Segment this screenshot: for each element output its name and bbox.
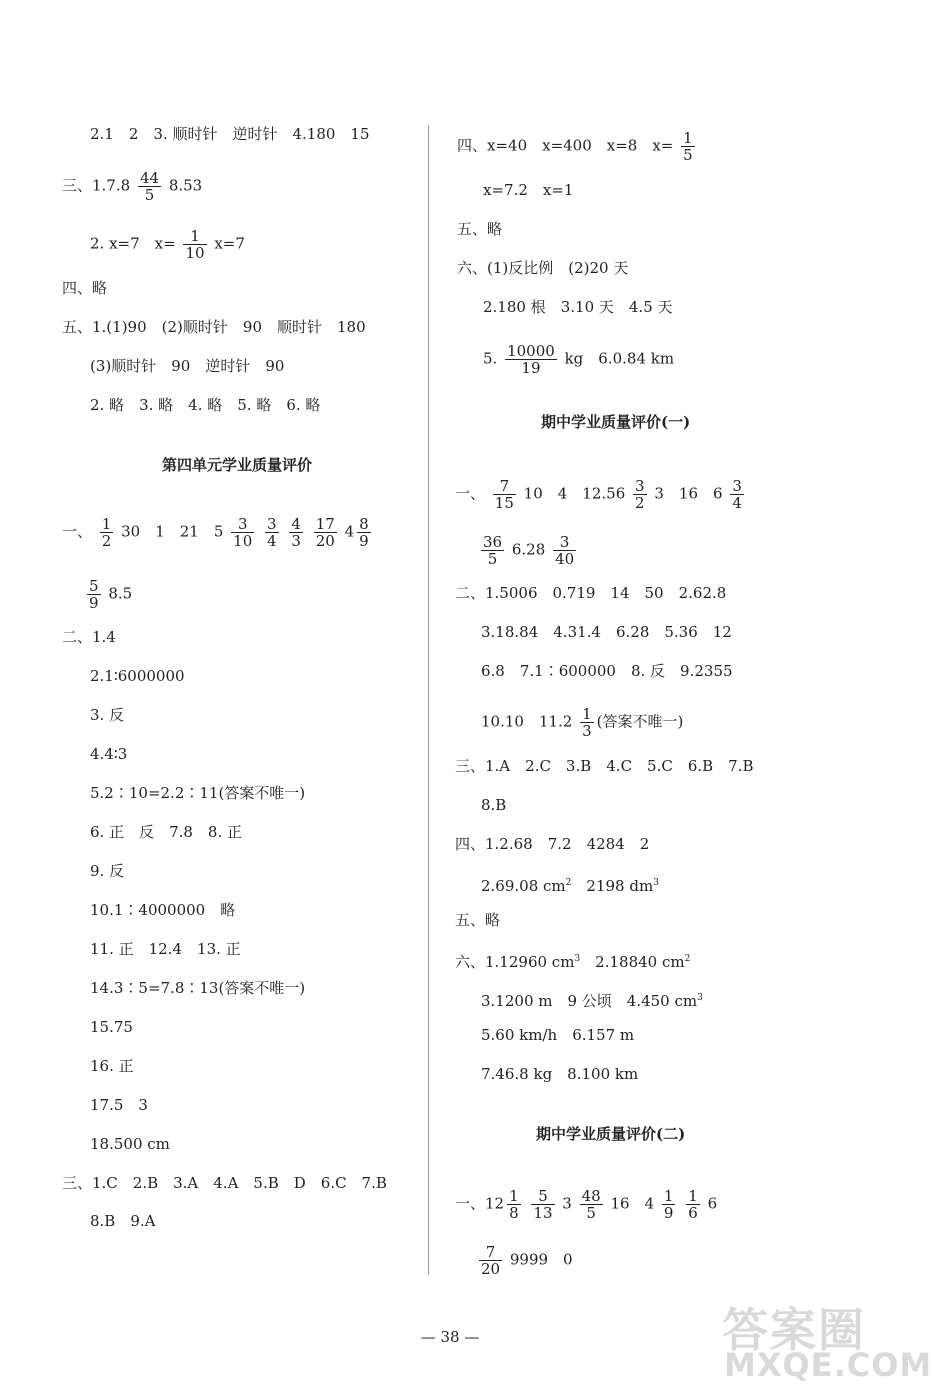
answer-line: 二、1.5006 0.719 14 50 2.62.8 <box>455 584 727 602</box>
column-divider <box>428 125 429 1275</box>
answer-line: x=7.2 x=1 <box>483 181 574 199</box>
watermark-logo: 答案圈 MXQE.COM <box>722 1303 932 1384</box>
answer-line: 3.18.84 4.31.4 6.28 5.36 12 <box>481 623 732 641</box>
fraction: $\frac{3}{40}$ <box>555 533 575 568</box>
answer-line: 一、 $\frac{7}{15}$ 10 4 12.56 $\frac{3}{2}$ 3 16 6 $\frac{3}{4}$ <box>455 477 742 512</box>
answer-line: 3.1200 m 9 公顷 4.450 $cm^3$ <box>481 992 703 1010</box>
section-heading: 第四单元学业质量评价 <box>162 456 313 474</box>
answer-line: $\frac{7}{20}$ 9999 0 <box>481 1243 573 1278</box>
answer-line: 2.69.08 $cm^2$ 2198 $dm^3$ <box>481 877 659 895</box>
answer-line: 2.180 根 3.10 天 4.5 天 <box>483 298 673 316</box>
answer-line: 三、1.7.8 $\frac{44}{5}$ 8.53 <box>62 169 203 204</box>
fraction: $\frac{17}{20}$ <box>315 515 335 550</box>
answer-line: 一、 $\frac{1}{2}$ 30 1 21 5 $\frac{3}{10}$ $\frac{3}{4}$ $\frac{4}{3}$ $\frac{17}{20}$ 4 $\frac{8}{9}$ <box>62 515 369 550</box>
page-number: — 38 — <box>420 1328 480 1346</box>
fraction: $\frac{3}{4}$ <box>732 477 742 512</box>
fraction: $\frac{1}{2}$ <box>101 515 112 550</box>
answer-line: 一、12 $\frac{1}{8}$ $\frac{5}{13}$ 3 $\frac{48}{5}$ 16 4 $\frac{1}{9}$ $\frac{1}{6}$ 6 <box>455 1187 718 1222</box>
fraction: $\frac{44}{5}$ <box>139 169 160 204</box>
answer-line: 15.75 <box>90 1018 133 1036</box>
answer-line: 9. 反 <box>90 862 125 880</box>
fraction: $\frac{3}{10}$ <box>233 515 253 550</box>
answer-line: 11. 正 12.4 13. 正 <box>90 940 241 958</box>
fraction: $\frac{7}{20}$ <box>481 1243 501 1278</box>
answer-line: 四、略 <box>62 279 108 297</box>
answer-line: $\frac{36}{5}$ 6.28 $\frac{3}{40}$ <box>483 533 575 568</box>
fraction: $\frac{36}{5}$ <box>483 533 503 568</box>
fraction: $\frac{1}{8}$ <box>509 1187 519 1222</box>
answer-line: 六、1.12960 $cm^3$ 2.18840 $cm^2$ <box>455 953 691 971</box>
answer-line: 10.1∶4000000 略 <box>90 901 236 919</box>
answer-line: 2.1∶6000000 <box>90 667 185 685</box>
fraction: $\frac{1}{10}$ <box>185 227 205 262</box>
answer-line: 4.4∶3 <box>90 745 128 763</box>
answer-line: 三、1.C 2.B 3.A 4.A 5.B D 6.C 7.B <box>62 1174 387 1192</box>
answer-line: $\frac{5}{9}$ 8.5 <box>89 577 133 612</box>
answer-line: 10.10 11.2 $\frac{1}{3}$ (答案不唯一) <box>481 705 684 740</box>
answer-line: 5.60 km/h 6.157 m <box>481 1026 635 1044</box>
fraction: $\frac{5}{13}$ <box>533 1187 553 1222</box>
answer-line: 7.46.8 kg 8.100 km <box>481 1065 639 1083</box>
answer-line: 6. 正 反 7.8 8. 正 <box>90 823 243 841</box>
answer-line: 五、1.(1)90 (2)顺时针 90 顺时针 180 <box>62 318 366 336</box>
answer-line: 2.1 2 3. 顺时针 逆时针 4.180 15 <box>90 125 370 143</box>
fraction: $\frac{5}{9}$ <box>89 577 99 612</box>
answer-line: 18.500 cm <box>90 1135 170 1153</box>
answer-line: (3)顺时针 90 逆时针 90 <box>90 357 285 375</box>
answer-line: 2. x=7 x= $\frac{1}{10}$ x=7 <box>90 227 245 262</box>
answer-line: 六、(1)反比例 (2)20 天 <box>457 259 629 277</box>
answer-line: 14.3∶5=7.8∶13(答案不唯一) <box>90 979 306 997</box>
section-heading: 期中学业质量评价(一) <box>541 413 691 431</box>
answer-line: 2. 略 3. 略 4. 略 5. 略 6. 略 <box>90 396 321 414</box>
answer-line: 8.B 9.A <box>90 1212 156 1230</box>
fraction: $\frac{4}{3}$ <box>291 515 301 550</box>
fraction: $\frac{10000}{19}$ <box>507 342 555 377</box>
answer-line: 5.2∶10=2.2∶11(答案不唯一) <box>90 784 306 802</box>
answer-line: 五、略 <box>455 911 501 929</box>
answer-line: 四、1.2.68 7.2 4284 2 <box>455 835 650 853</box>
fraction: $\frac{48}{5}$ <box>581 1187 601 1222</box>
answer-line: 6.8 7.1∶600000 8. 反 9.2355 <box>481 662 733 680</box>
fraction: $\frac{1}{6}$ <box>688 1187 698 1222</box>
answer-line: 三、1.A 2.C 3.B 4.C 5.C 6.B 7.B <box>455 757 754 775</box>
answer-line: 二、1.4 <box>62 628 116 646</box>
section-heading: 期中学业质量评价(二) <box>536 1125 686 1143</box>
answer-line: 5. $\frac{10000}{19}$ kg 6.0.84 km <box>483 342 675 377</box>
fraction: $\frac{8}{9}$ <box>359 515 369 550</box>
fraction: $\frac{3}{4}$ <box>267 515 277 550</box>
fraction: $\frac{7}{15}$ <box>494 477 514 512</box>
answer-line: 四、x=40 x=400 x=8 x= $\frac{1}{5}$ <box>457 129 693 164</box>
answer-line: 3. 反 <box>90 706 125 724</box>
answer-line: 16. 正 <box>90 1057 134 1075</box>
fraction: $\frac{1}{3}$ <box>582 705 592 740</box>
answer-line: 17.5 3 <box>90 1096 148 1114</box>
fraction: $\frac{3}{2}$ <box>635 477 645 512</box>
fraction: $\frac{1}{5}$ <box>683 129 693 164</box>
answer-line: 五、略 <box>457 220 503 238</box>
answer-line: 8.B <box>481 796 507 814</box>
fraction: $\frac{1}{9}$ <box>663 1187 674 1222</box>
